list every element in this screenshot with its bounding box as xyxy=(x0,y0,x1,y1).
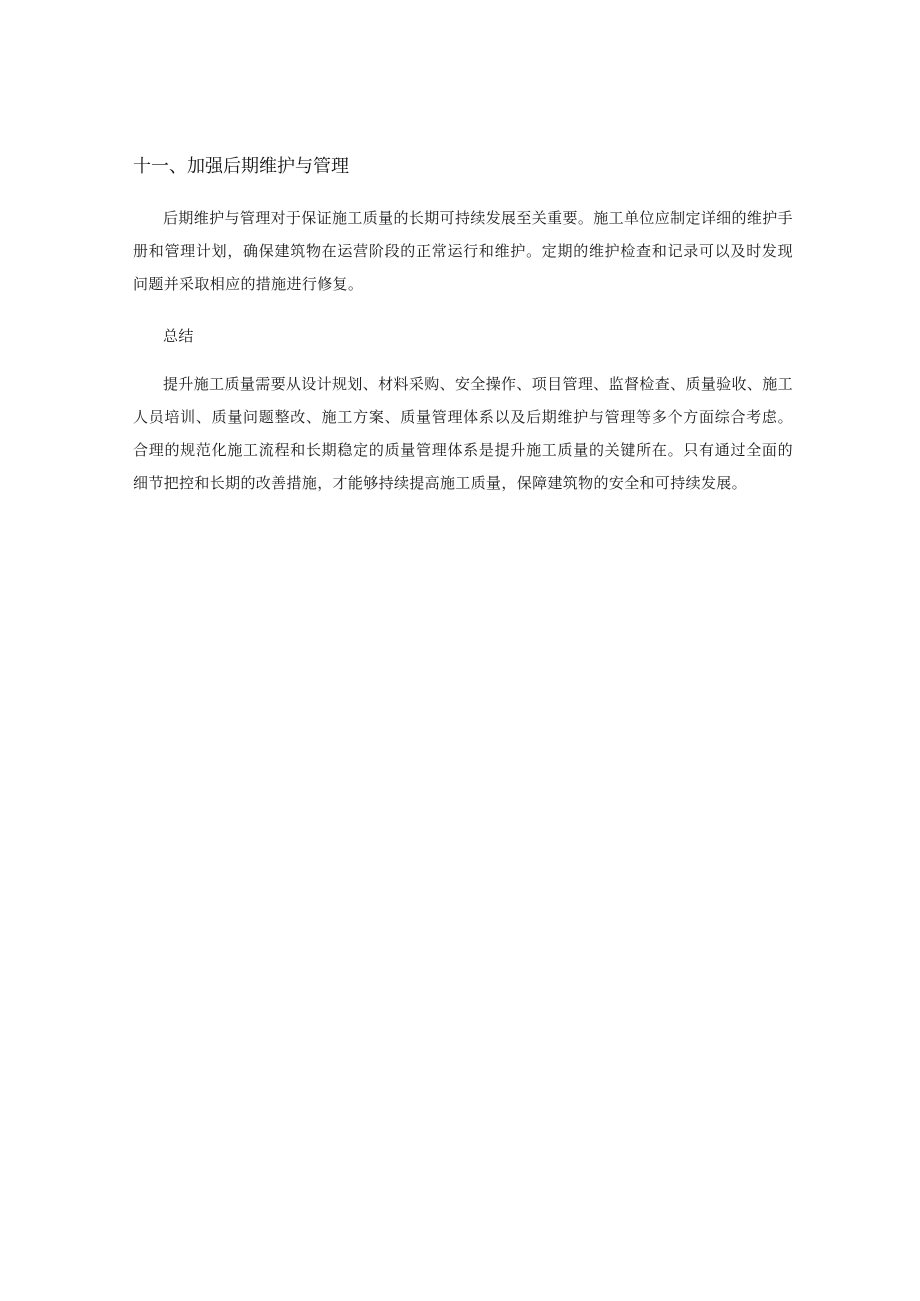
summary-paragraph: 提升施工质量需要从设计规划、材料采购、安全操作、项目管理、监督检查、质量验收、施工人员培训、质量问题整改、施工方案、质量管理体系以及后期维护与管理等多个方面综合考虑。合理的规范化施工流程和长期稳定的质量管理体系是提升施工质量的关键所在。只有通过全面的细节把控和长期的改善措施，才能够持续提高施工质量，保障建筑物的安全和可持续发展。 xyxy=(133,375,793,492)
section-paragraph: 后期维护与管理对于保证施工质量的长期可持续发展至关重要。施工单位应制定详细的维护手册和管理计划，确保建筑物在运营阶段的正常运行和维护。定期的维护检查和记录可以及时发现问题并采取相应的措施进行修复。 xyxy=(133,209,793,293)
summary-title: 总结 xyxy=(163,327,194,345)
section-heading: 十一、加强后期维护与管理 xyxy=(133,156,349,177)
